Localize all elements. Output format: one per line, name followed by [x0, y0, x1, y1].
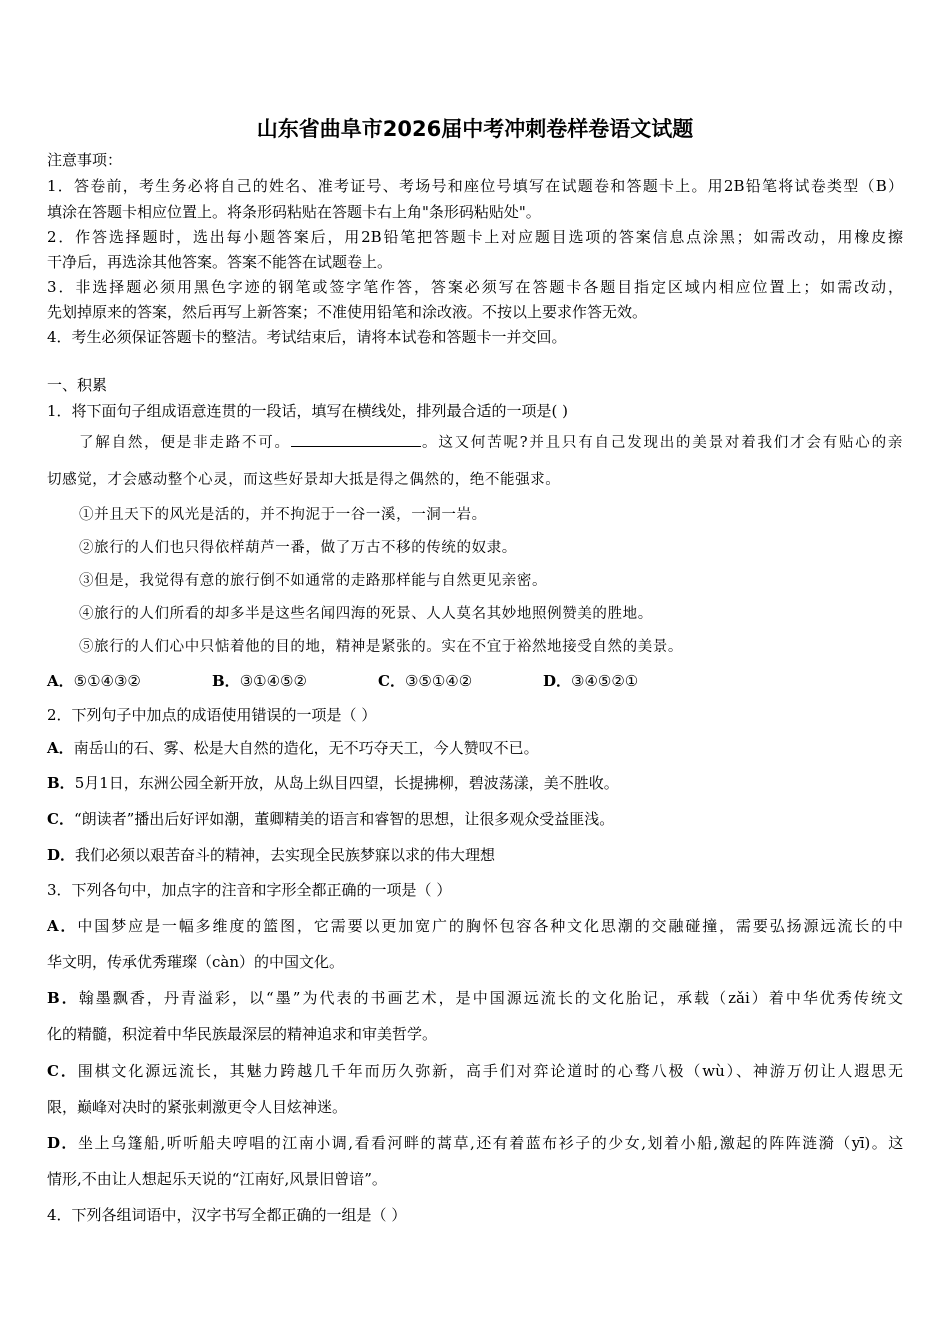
option-c: [47, 808, 903, 830]
option-d: [47, 1132, 903, 1154]
sentence-item: ⑤旅行的人们心中只惦着他的目的地，精神是紧张的。实在不宜于裕然地接受自然的美景。: [79, 639, 683, 655]
option-text: 中国梦应是一幅多维度的篮图，它需要以更加宽广的胸怀包容各种文化思潮的交融碰撞，需要弘扬源远流长的中: [77, 917, 903, 935]
passage-part: 。这又何苦呢?并且只有自己发现出的美景对着我们才会有贴心的亲: [420, 435, 903, 451]
option-label: D．: [543, 672, 572, 690]
option-b-cont: 化的精髓，积淀着中华民族最深层的精神追求和审美哲学。: [47, 1025, 438, 1043]
passage-part: 了解自然，便是非走路不可。: [79, 435, 291, 451]
option-text: 坐上乌篷船,听听船夫哼唱的江南小调,看看河畔的蒿草,还有着蓝布衫子的少女,划着小船,激起的阵阵涟漪（yī)。这: [78, 1134, 903, 1152]
sentence-item: ③但是，我觉得有意的旅行倒不如通常的走路那样能与自然更见亲密。: [79, 573, 548, 589]
note-line: 先划掉原来的答案，然后再写上新答案；不准使用铅笔和涂改液。不按以上要求作答无效。: [47, 303, 648, 321]
option-a: [47, 670, 141, 692]
option-b: [47, 987, 903, 1009]
note-line: 3．非选择题必须用黑色字迹的钢笔或签字笔作答，答案必须写在答题卡各题目指定区域内相应位置上；如需改动，: [47, 278, 903, 296]
note-line: 4．考生必须保证答题卡的整洁。考试结束后，请将本试卷和答题卡一并交回。: [47, 328, 567, 346]
notes-heading: 注意事项：: [47, 151, 123, 169]
option-text: 南岳山的石、雾、松是大自然的造化，无不巧夺天工，今人赞叹不已。: [73, 739, 539, 757]
option-d: [47, 844, 903, 866]
option-label: B．: [212, 672, 240, 690]
option-b: [212, 670, 307, 692]
question-2-stem: 2．下列句子中加点的成语使用错误的一项是（ ）: [47, 706, 377, 724]
option-text: 围棋文化源远流长，其魅力跨越几千年而历久弥新，高手们对弈论道时的心骛八极（wù）、神游万仞让人遐思无: [77, 1062, 903, 1080]
question-1-passage-cont: 切感觉，才会感动整个心灵，而这些好景却大抵是得之偶然的，绝不能强求。: [47, 472, 561, 488]
option-b: [47, 772, 903, 794]
option-label: B．: [47, 774, 75, 792]
option-c: [378, 670, 472, 692]
option-label: D．: [47, 846, 76, 864]
option-text: ③⑤①④②: [404, 672, 473, 690]
option-text: ③①④⑤②: [239, 672, 307, 690]
question-1-passage: [79, 432, 903, 454]
option-a: [47, 737, 903, 759]
option-text: 5月1日，东洲公园全新开放，从岛上纵目四望，长提拂柳，碧波荡漾，美不胜收。: [74, 774, 619, 792]
section-heading: 一、积累: [47, 376, 108, 394]
option-text: ⑤①④③②: [73, 672, 141, 690]
option-text: ③④⑤②①: [571, 672, 639, 690]
question-3-stem: 3．下列各句中，加点字的注音和字形全都正确的一项是（ ）: [47, 881, 452, 899]
note-line: 2．作答选择题时，选出每小题答案后，用2B铅笔把答题卡上对应题目选项的答案信息点涂黑；如需改动，用橡皮擦: [47, 228, 903, 246]
option-label: C．: [47, 810, 74, 828]
option-label: B．: [47, 989, 79, 1007]
question-1-stem: 1．将下面句子组成语意连贯的一段话，填写在横线处，排列最合适的一项是( ): [47, 402, 569, 420]
option-label: D．: [47, 1134, 79, 1152]
note-line: 1．答卷前，考生务必将自己的姓名、准考证号、考场号和座位号填写在试题卷和答题卡上。用2B铅笔将试卷类型（B）: [47, 177, 903, 195]
option-a-cont: 华文明，传承优秀璀璨（càn）的中国文化。: [47, 953, 345, 971]
option-c: [47, 1060, 903, 1082]
sentence-item: ①并且天下的风光是活的，并不拘泥于一谷一溪，一洞一岩。: [79, 507, 487, 523]
note-line: 填涂在答题卡相应位置上。将条形码粘贴在答题卡右上角"条形码粘贴处"。: [47, 203, 541, 221]
option-label: A．: [47, 672, 74, 690]
sentence-item: ④旅行的人们所看的却多半是这些名闻四海的死景、人人莫名其妙地照例赞美的胜地。: [79, 606, 653, 622]
option-c-cont: 限，巅峰对决时的紧张刺激更令人目炫神迷。: [47, 1098, 348, 1116]
option-d: [543, 670, 638, 692]
option-text: 我们必须以艰苦奋斗的精神，去实现全民族梦寐以求的伟大理想: [75, 846, 496, 864]
sentence-item: ②旅行的人们也只得依样葫芦一番，做了万古不移的传统的奴隶。: [79, 540, 517, 556]
page-title: 山东省曲阜市2026届中考冲刺卷样卷语文试题: [256, 117, 694, 141]
option-label: C．: [47, 1062, 78, 1080]
option-a: [47, 915, 903, 937]
option-text: 翰墨飘香，丹青溢彩，以“墨”为代表的书画艺术，是中国源远流长的文化胎记，承载（zǎi）着中华优秀传统文: [78, 989, 903, 1007]
note-line: 干净后，再选涂其他答案。答案不能答在试题卷上。: [47, 253, 393, 271]
fill-blank: [291, 432, 421, 447]
option-d-cont: 情形,不由让人想起乐天说的“江南好,风景旧曾谙”。: [47, 1170, 387, 1188]
option-label: C．: [378, 672, 405, 690]
question-4-stem: 4．下列各组词语中，汉字书写全都正确的一组是（ ）: [47, 1206, 407, 1224]
option-text: “朗读者”播出后好评如潮，董卿精美的语言和睿智的思想，让很多观众受益匪浅。: [73, 810, 615, 828]
option-label: A．: [47, 917, 78, 935]
option-label: A．: [47, 739, 74, 757]
